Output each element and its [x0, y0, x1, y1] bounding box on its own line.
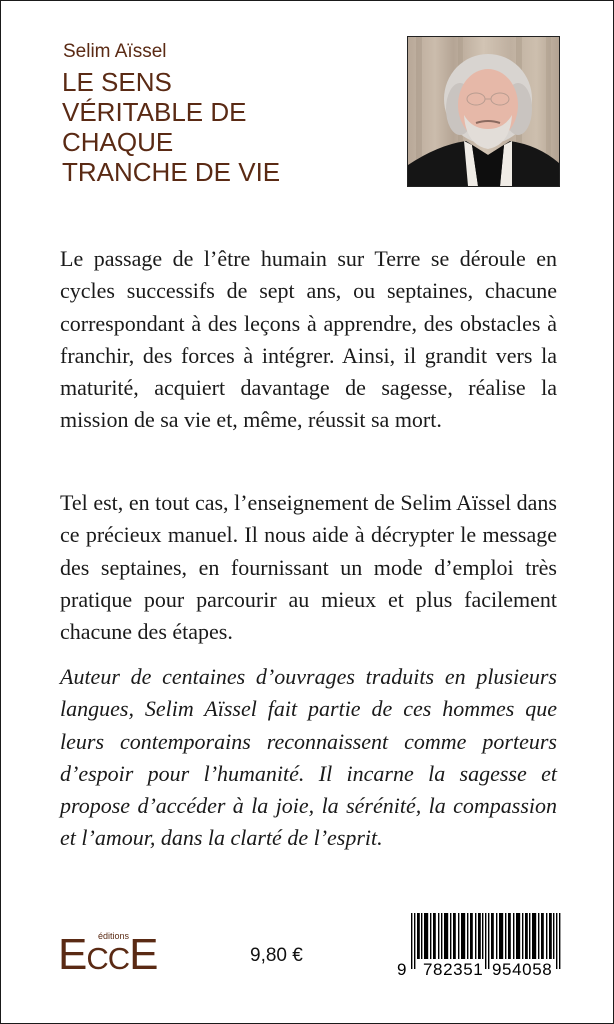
title-line-1: LE SENS	[62, 67, 172, 97]
publisher-logo	[58, 930, 158, 979]
author-name: Selim Aïssel	[63, 41, 167, 62]
barcode-first-digit: 9	[397, 960, 407, 979]
author-bio-paragraph: Auteur de centaines d’ouvrages traduits en plusieurs langues, Selim Aïssel fait partie de ces hommes que leurs contemporains reconnaissent comme porteurs d’espoir pour l’humanité. Il incarne la sagesse et propose d’accéder à la joie, la sérénité, la compassion et l’amour, dans la clarté de l’esprit.	[60, 664, 557, 851]
price-label: 9,80 €	[250, 945, 303, 966]
author-photo	[407, 36, 560, 187]
title-line-3: CHAQUE	[62, 127, 174, 157]
blurb-paragraph-2: Tel est, en tout cas, l’enseignement de Selim Aïssel dans ce précieux manuel. Il nous aide à décrypter le message des septaines, en fournissant un mode d’emploi très pratique pour parcourir au mieux et plus facilement chacune des étapes.	[60, 490, 557, 645]
publisher-logo-ecce: ECCE	[58, 930, 158, 979]
barcode-left-digits: 782351	[423, 960, 484, 979]
book-title	[62, 67, 392, 187]
blurb-paragraph-1: Le passage de l’être humain sur Terre se déroule en cycles successifs de sept ans, ou septaines, chacune correspondant à des leçons à apprendre, des obstacles à franchir, des forces à intégrer. Ainsi, il grandit vers la maturité, acquiert davantage de sagesse, réalise la mission de sa vie et, même, réussit sa mort.	[60, 246, 557, 433]
publisher-logo-editions-label: éditions	[98, 931, 130, 941]
title-line-4: TRANCHE DE VIE	[62, 157, 281, 187]
isbn-barcode	[397, 911, 577, 981]
author-portrait-icon	[408, 37, 559, 186]
barcode-right-digits: 954058	[492, 960, 553, 979]
title-line-2: VÉRITABLE DE	[62, 97, 247, 127]
